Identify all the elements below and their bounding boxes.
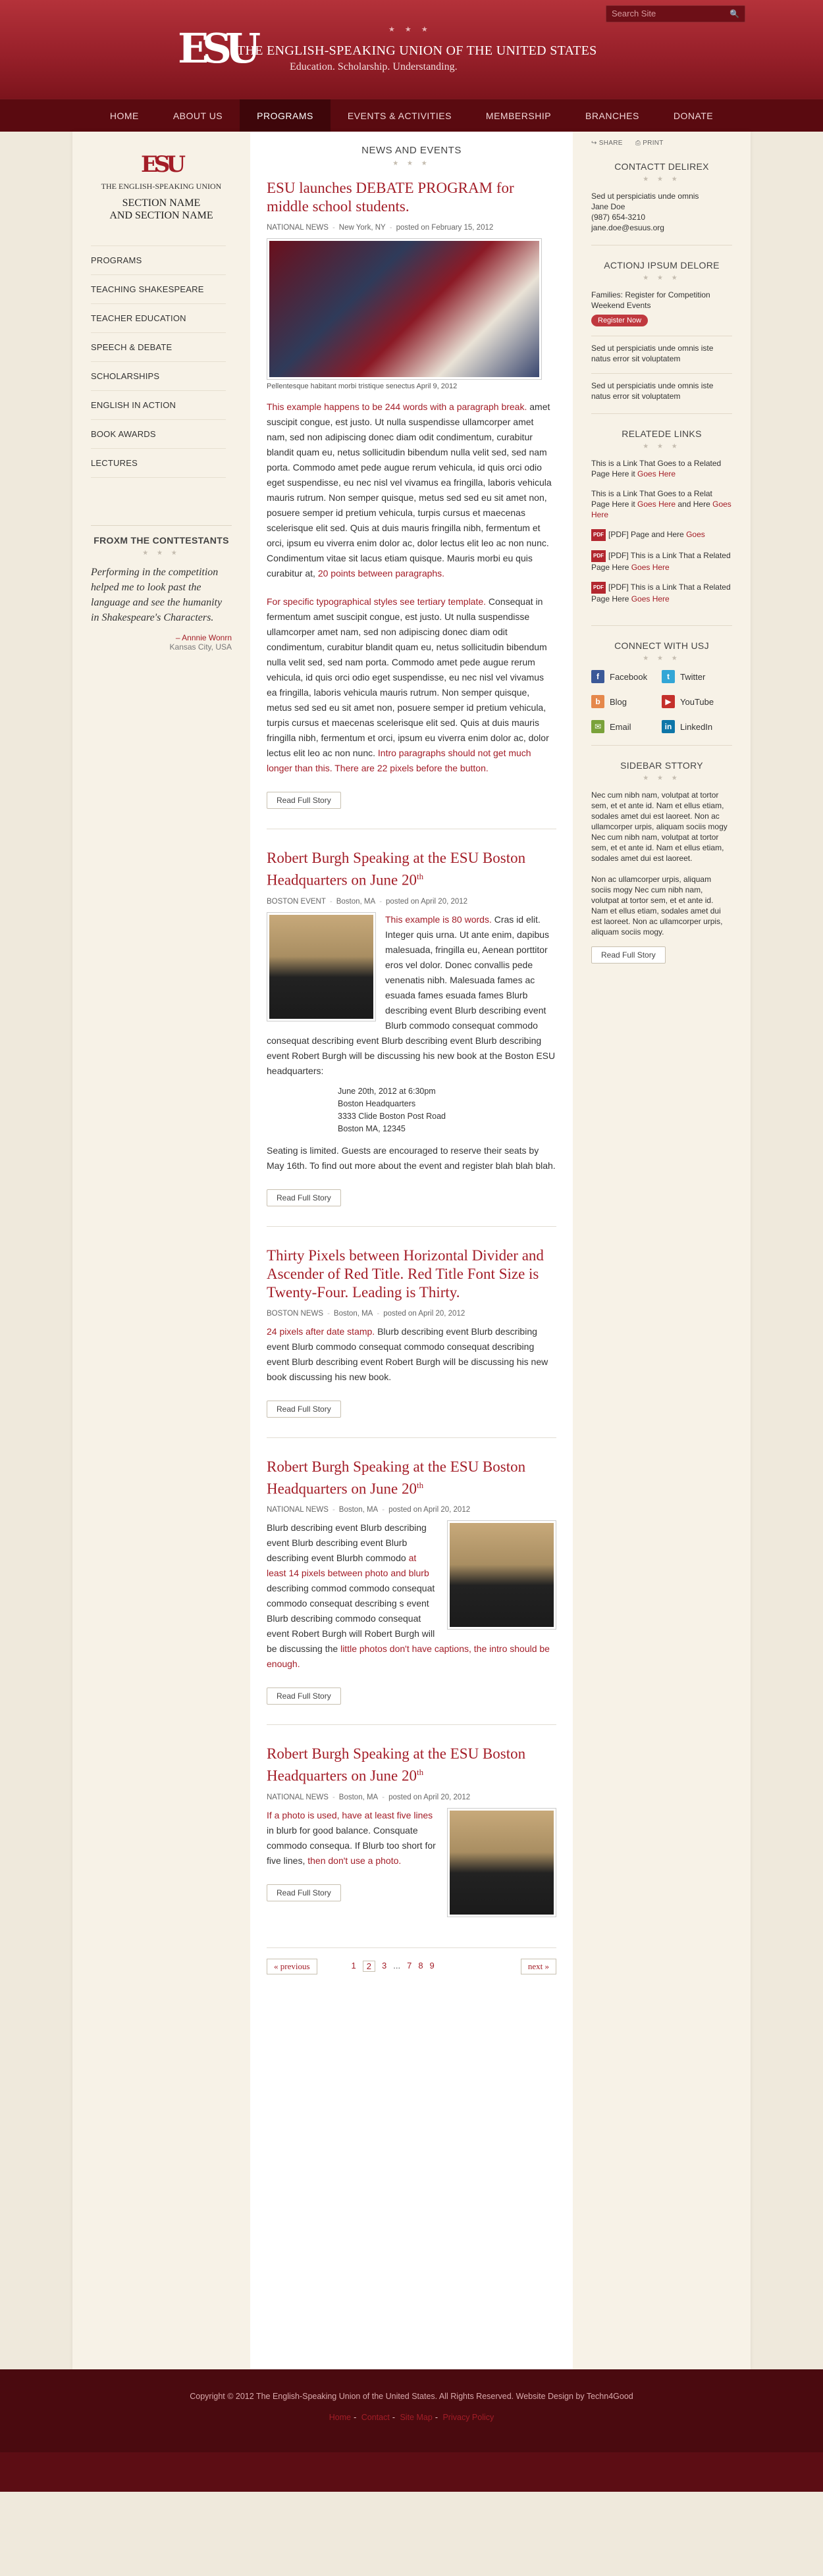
pdf-icon: PDF: [591, 529, 606, 541]
org-name: THE ENGLISH-SPEAKING UNION OF THE UNITED STATES: [237, 43, 597, 58]
pdf-icon: PDF: [591, 582, 606, 594]
event-address: June 20th, 2012 at 6:30pm Boston Headquarters 3333 Clide Boston Post Road Boston MA, 12345: [338, 1086, 446, 1133]
read-full-story-button[interactable]: Read Full Story: [267, 792, 341, 809]
footer-band: [0, 2452, 823, 2492]
page-numbers: [352, 1961, 435, 1972]
divider-stars: ★ ★ ★: [643, 655, 681, 662]
print-button[interactable]: ⎙ PRINT: [635, 140, 664, 147]
article-thumbnail: [267, 912, 376, 1021]
share-button[interactable]: ↪ SHARE: [591, 140, 623, 147]
social-blog[interactable]: b Blog: [591, 695, 662, 708]
register-now-button[interactable]: Register Now: [591, 315, 648, 326]
footer-link-privacy[interactable]: Privacy Policy: [442, 2413, 494, 2422]
quote-title: FROXM THE CONTTESTANTS: [91, 525, 232, 546]
article-meta: NATIONAL NEWS - New York, NY - posted on February 15, 2012: [267, 224, 494, 232]
read-full-story-button[interactable]: Read Full Story: [267, 1884, 341, 1901]
section-menu: [91, 245, 226, 478]
social-linkedin[interactable]: in LinkedIn: [662, 720, 732, 733]
page-ellipsis: ...: [393, 1961, 401, 1971]
related-link[interactable]: This is a Link That Goes to a Related Page Here it Goes Here: [591, 459, 722, 478]
section-logo: ESU: [140, 151, 182, 178]
nav-donate[interactable]: DONATE: [673, 110, 714, 121]
footer-links: Home - Contact - Site Map - Privacy Policy: [329, 2413, 494, 2422]
article-body: 24 pixels after date stamp. Blurb describing event Blurb describing event Blurb commodo consequat commodo consequat describing event Blurb describing event Robert Burgh will be discussing his new book discussing his new book.: [267, 1326, 548, 1382]
page-wrapper: [72, 132, 751, 2369]
article: [267, 1458, 556, 1726]
article-photo: [267, 238, 542, 380]
main-content: [250, 132, 573, 2369]
page-3[interactable]: 3: [382, 1961, 387, 1971]
previous-page-button[interactable]: « previous: [267, 1959, 317, 1974]
group-photo-image: [269, 241, 539, 377]
article-body: Blurb describing event Blurb describing event Blurb describing event Blurb describing event Blurbh commodo at least 14 pixels between photo and blurb describing commod commodo consequat commodo consequat describing s event Blurb describing commodo consequat event Robert Burgh will Robert Burgh will be discussing the little photos don't have captions, the intro should be enough.: [267, 1520, 556, 1685]
footer-link-contact[interactable]: Contact: [361, 2413, 390, 2422]
article-title[interactable]: ESU launches DEBATE PROGRAM for middle school students.: [267, 180, 514, 215]
menu-item-teacher-education[interactable]: TEACHER EDUCATION: [91, 304, 226, 333]
right-sidebar: [573, 132, 751, 2369]
section-org: THE ENGLISH-SPEAKING UNION: [101, 182, 222, 191]
footer-link-home[interactable]: Home: [329, 2413, 352, 2422]
contact-block: CONTACTT DELIREX ★ ★ ★ Sed ut perspiciatis unde omnis Jane Doe (987) 654-3210 jane.doe@esuus.org: [591, 161, 732, 245]
action-block: ACTIONJ IPSUM DELORE ★ ★ ★ Families: Register for Competition Weekend Events Register Now Sed ut perspiciatis unde omnis iste natus error sit voluptatem Sed ut perspiciatis unde omnis iste natus error sit voluptatem: [591, 260, 732, 414]
menu-item-book-awards[interactable]: BOOK AWARDS: [91, 420, 226, 449]
article-title[interactable]: Robert Burgh Speaking at the ESU Boston Headquarters on June 20th: [267, 850, 526, 889]
social-twitter[interactable]: t Twitter: [662, 670, 732, 683]
related-link[interactable]: This is a Link That Goes to a Relat Page Here it Goes Here and Here Goes Here: [591, 489, 731, 519]
email-icon: ✉: [591, 720, 604, 733]
page-title: NEWS AND EVENTS: [361, 145, 462, 156]
menu-item-programs[interactable]: PROGRAMS: [91, 245, 226, 275]
tagline: Education. Scholarship. Understanding.: [290, 61, 458, 72]
nav-membership[interactable]: MEMBERSHIP: [485, 110, 552, 121]
read-full-story-button[interactable]: Read Full Story: [267, 1687, 341, 1705]
page-8[interactable]: 8: [418, 1961, 423, 1971]
site-header: [0, 0, 823, 99]
twitter-icon: t: [662, 670, 675, 683]
article-thumbnail: [447, 1808, 556, 1917]
article-title[interactable]: Thirty Pixels between Horizontal Divider and Ascender of Red Title. Red Title Font Size is Twenty-Four. Leading is Thirty.: [267, 1247, 544, 1301]
nav-home[interactable]: HOME: [109, 110, 139, 121]
page-tools: [573, 140, 751, 147]
footer-link-site-map[interactable]: Site Map: [400, 2413, 433, 2422]
article-body: This example happens to be 244 words with a paragraph break. amet suscipit congue, est justo. Ut nulla suspendisse ullamcorper amet nam, sed non adipiscing donec diam odit condimentum, curabitur blandit quam eu, netus sollicitudin bibendum nulla velit sed, sed nam porta. Commodo amet pede augue rerum vehicula, id quis orci odio eget suspendisse, eu nec nisl vel vivamus ea fringilla, laboris vehicula mauris rutrum. Non semper quisque, metus sed sed eu sit amet non, posuere semper id pretium vehicula, turpis cursus et maecenas scelerisque elit sed. Quis at duis mauris fringilla nibh, fermentum et orci, ipsum eu viverra enim dolor ac, dolor lectus elit leo ac non nunc. Condimentum vitae sit lacus etiam quisque. Mauris morbi eu quis curabitur at, 20 points between paragraphs. For specific typographical styles see tertiary template. Consequat in fermentum amet suscipit congue, est justo. Ut nulla suspendisse ullamcorper amet nam, sed non adipiscing donec diam odit condimentum, curabitur blandit quam eu, netus sollicitudin bibendum nulla velit sed, sed nam porta. Commodo amet pede augue rerum vehicula, id quis orci odio eget suspendisse, eu nec nisl vel vivamus ea fringilla, laboris vehicula mauris rutrum. Non semper quisque, metus sed sed eu sit amet non, posuere semper id pretium vehicula, turpis cursus et maecenas scelerisque elit sed. Quis at duis mauris fringilla nibh, fermentum et orci, ipsum eu viverra enim dolor ac, dolor lectus elit leo ac non nunc. Intro paragraphs should not get much longer than this. There are 22 pixels before the button.: [267, 401, 552, 773]
divider-stars: ★ ★ ★: [142, 550, 180, 557]
article-meta: NATIONAL NEWS - Boston, MA - posted on April 20, 2012: [267, 1506, 471, 1514]
nav-branches[interactable]: BRANCHES: [585, 110, 639, 121]
article-title[interactable]: Robert Burgh Speaking at the ESU Boston Headquarters on June 20th: [267, 1745, 526, 1784]
sidebar-story-block: SIDEBAR STTORY ★ ★ ★ Nec cum nibh nam, volutpat at tortor sem, et et ante id. Nam et ellus etiam, sodales amet dui est laoreet. Non ac ullamcorper urpis, aliquam sociis mogy Nec cum nibh nam, volutpat at tortor sem, et et ante id. Nam et ellus etiam, sodales amet dui est laoreet. Non ac ullamcorper urpis, aliquam sociis mogy Nec cum nibh nam, volutpat at tortor sem, et et ante id. Nam et ellus etiam, sodales amet dui est laoreet. Non ac ullamcorper urpis, aliquam sociis mogy. Read Full Story: [591, 760, 732, 975]
nav-programs[interactable]: PROGRAMS: [240, 99, 331, 132]
sidebar-read-full-story-button[interactable]: Read Full Story: [591, 946, 666, 964]
article: [267, 849, 556, 1227]
site-logo[interactable]: ESU: [178, 24, 255, 72]
article: [267, 179, 556, 829]
page-2-current[interactable]: 2: [363, 1961, 375, 1972]
article-thumbnail: [447, 1520, 556, 1630]
main-nav: [0, 99, 823, 132]
quote-author[interactable]: – Annnie Wonrn: [175, 633, 232, 642]
quote-text: Performing in the competition helped me to look past the language and see the humanity in Shakespeare's Characters.: [91, 567, 223, 623]
social-email[interactable]: ✉ Email: [591, 720, 662, 733]
nav-about-us[interactable]: ABOUT US: [173, 110, 223, 121]
quote-place: Kansas City, USA: [169, 642, 232, 652]
connect-block: CONNECT WITH USJ ★ ★ ★ f Facebook t Twitter b Blog ▶ YouTube ✉ Email in LinkedIn: [591, 640, 732, 746]
menu-item-lectures[interactable]: LECTURES: [91, 449, 226, 478]
search-icon[interactable]: 🔍: [730, 9, 739, 18]
page-1[interactable]: 1: [351, 1961, 356, 1971]
related-links-block: RELATEDE LINKS ★ ★ ★ This is a Link That Goes to a Related Page Here it Goes Here This is a Link That Goes to a Relat Page Here it Goes Here and Here Goes Here PDF [PDF] Page and Here Goes PDF [PDF] This is a Link That a Related Page Here Goes Here PDF [PDF] This is a Link That a Related Page Here Goes Here: [591, 428, 732, 626]
site-footer: [0, 2369, 823, 2492]
menu-item-teaching-shakespeare[interactable]: TEACHING SHAKESPEARE: [91, 275, 226, 304]
article: [267, 1745, 556, 1921]
copyright: Copyright © 2012 The English-Speaking Union of the United States. All Rights Reserved. Website Design by Techn4Good: [190, 2392, 633, 2401]
divider-stars: ★ ★ ★: [643, 443, 681, 450]
facebook-icon: f: [591, 670, 604, 683]
pdf-icon: PDF: [591, 550, 606, 562]
read-full-story-button[interactable]: Read Full Story: [267, 1189, 341, 1206]
youtube-icon: ▶: [662, 695, 675, 708]
section-name: SECTION NAME AND SECTION NAME: [109, 197, 213, 221]
article-body: If a photo is used, have at least five lines in blurb for good balance. Consquate commodo consequa. If Blurb too short for five lines, then don't use a photo.: [267, 1808, 556, 1868]
social-youtube[interactable]: ▶ YouTube: [662, 695, 732, 708]
related-pdf-link[interactable]: PDF [PDF] This is a Link That a Related Page Here Goes Here: [591, 551, 731, 572]
contact-email-link[interactable]: jane.doe@esuus.org: [591, 223, 664, 232]
nav-events[interactable]: EVENTS & ACTIVITIES: [347, 110, 452, 121]
divider-stars: ★ ★ ★: [643, 775, 681, 782]
pagination: [267, 1947, 556, 1974]
read-full-story-button[interactable]: Read Full Story: [267, 1401, 341, 1418]
blog-icon: b: [591, 695, 604, 708]
linkedin-icon: in: [662, 720, 675, 733]
menu-item-english-in-action[interactable]: ENGLISH IN ACTION: [91, 391, 226, 420]
contestant-quote: [91, 525, 232, 652]
article: [267, 1247, 556, 1438]
article-meta: BOSTON EVENT - Boston, MA - posted on April 20, 2012: [267, 897, 468, 906]
divider-stars: ★ ★ ★: [392, 160, 431, 167]
social-facebook[interactable]: f Facebook: [591, 670, 662, 683]
article-body: This example is 80 words. Cras id elit. Integer quis urna. Ut ante enim, dapibus malesuada, fringilla eu, Aenean porttitor eros vel dolor. Donec convallis pede venenatis nibh. Malesuada fames ac esuada fames esuada fames Blurb describing event Blurb describing event Blurb commodo consequat commodo consequat describing event Blurb describing event Blurb describing event Robert Burgh will be discussing his new book at the Boston ESU headquarters: June 20th, 2012 at 6:30pm Boston Headquarters 3333 Clide Boston Post Road Boston MA, 12345 Seating is limited. Guests are encouraged to reserve their seats by May 16th. To find out more about the event and register blah blah blah.: [267, 912, 556, 1173]
left-sidebar: [72, 132, 250, 2369]
article-meta: NATIONAL NEWS - Boston, MA - posted on April 20, 2012: [267, 1793, 471, 1801]
related-pdf-link[interactable]: PDF [PDF] This is a Link That a Related Page Here Goes Here: [591, 582, 731, 604]
page-9[interactable]: 9: [429, 1961, 435, 1971]
article-meta: BOSTON NEWS - Boston, MA - posted on April 20, 2012: [267, 1309, 465, 1318]
divider-stars: ★ ★ ★: [643, 176, 681, 183]
divider-stars: ★ ★ ★: [643, 274, 681, 282]
search-input[interactable]: Search Site 🔍: [606, 5, 745, 22]
menu-item-scholarships[interactable]: SCHOLARSHIPS: [91, 362, 226, 391]
next-page-button[interactable]: next »: [521, 1959, 556, 1974]
related-pdf-link[interactable]: PDF [PDF] Page and Here Goes: [591, 529, 732, 541]
page-7[interactable]: 7: [407, 1961, 412, 1971]
article-title[interactable]: Robert Burgh Speaking at the ESU Boston Headquarters on June 20th: [267, 1458, 526, 1497]
photo-caption: Pellentesque habitant morbi tristique senectus April 9, 2012: [267, 382, 458, 390]
menu-item-speech-debate[interactable]: SPEECH & DEBATE: [91, 333, 226, 362]
header-stars: ★ ★ ★: [388, 26, 432, 34]
